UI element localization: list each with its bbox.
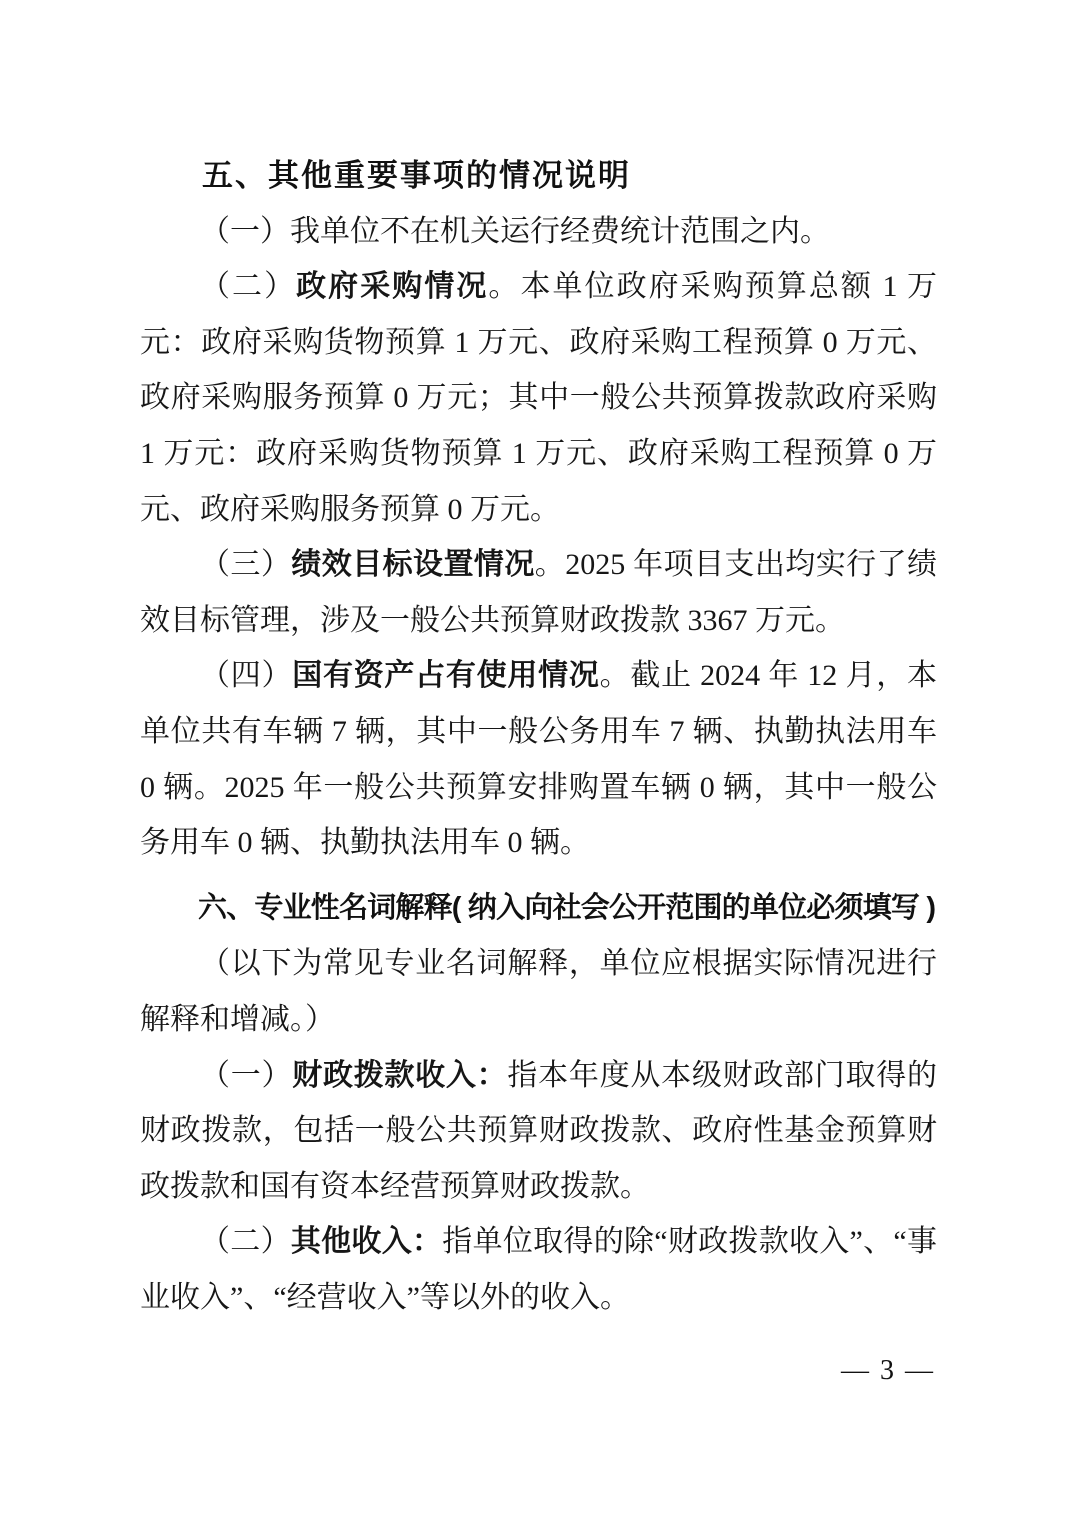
section5-item-2: [140, 259, 937, 537]
page-number: — 3 —: [841, 1355, 935, 1386]
item-term: 国有资产占有使用情况: [292, 659, 600, 693]
section6-item-1: [140, 1048, 937, 1215]
item-body: 。2025 年项目支出均实行了绩效目标管理，涉及一般公共预算财政拨款 3367 万元。: [140, 548, 938, 637]
item-term: 绩效目标设置情况: [291, 548, 535, 582]
section5-item-4: [140, 648, 937, 870]
item-body: 指本年度从本级财政部门取得的财政拨款，包括一般公共预算财政拨款、政府性基金预算财政拨款和国有资本经营预算财政拨款。: [140, 1058, 938, 1203]
item-lead: （一）: [200, 214, 290, 248]
item-term: 政府采购情况: [296, 270, 489, 304]
document-body: [140, 148, 937, 1325]
item-body: 。本单位政府采购预算总额 1 万元：政府采购货物预算 1 万元、政府采购工程预算 0 万元、政府采购服务预算 0 万元；其中一般公共预算拨款政府采购 1 万元：政府采购货物预算 1 万元、政府采购工程预算 0 万元、政府采购服务预算 0 万元。: [140, 270, 938, 526]
item-lead: （三）: [200, 548, 292, 582]
section6-heading: 六、专业性名词解释( 纳入向社会公开范围的单位必须填写 ): [198, 891, 936, 924]
item-lead: （二）: [200, 270, 297, 304]
item-term: 财政拨款收入：: [292, 1058, 508, 1092]
item-body: 。截止 2024 年 12 月，本单位共有车辆 7 辆，其中一般公务用车 7 辆、执勤执法用车 0 辆。2025 年一般公共预算安排购置车辆 0 辆，其中一般公务用车 0 辆、执勤执法用车 0 辆。: [140, 659, 938, 860]
section5-item-1: [140, 204, 937, 260]
item-body: 指单位取得的除“财政拨款收入”、“事业收入”、“经营收入”等以外的收入。: [140, 1225, 938, 1314]
section6-item-2: [140, 1214, 937, 1325]
section6-note: （以下为常见专业名词解释，单位应根据实际情况进行解释和增减。）: [140, 947, 937, 1036]
item-term: 其他收入：: [290, 1225, 443, 1259]
item-body: 我单位不在机关运行经费统计范围之内。: [290, 214, 830, 248]
item-lead: （一）: [200, 1058, 293, 1092]
section5-item-3: [140, 537, 937, 648]
item-lead: （二）: [200, 1225, 291, 1259]
item-lead: （四）: [200, 659, 293, 693]
section5-heading: 五、其他重要事项的情况说明: [202, 158, 631, 193]
